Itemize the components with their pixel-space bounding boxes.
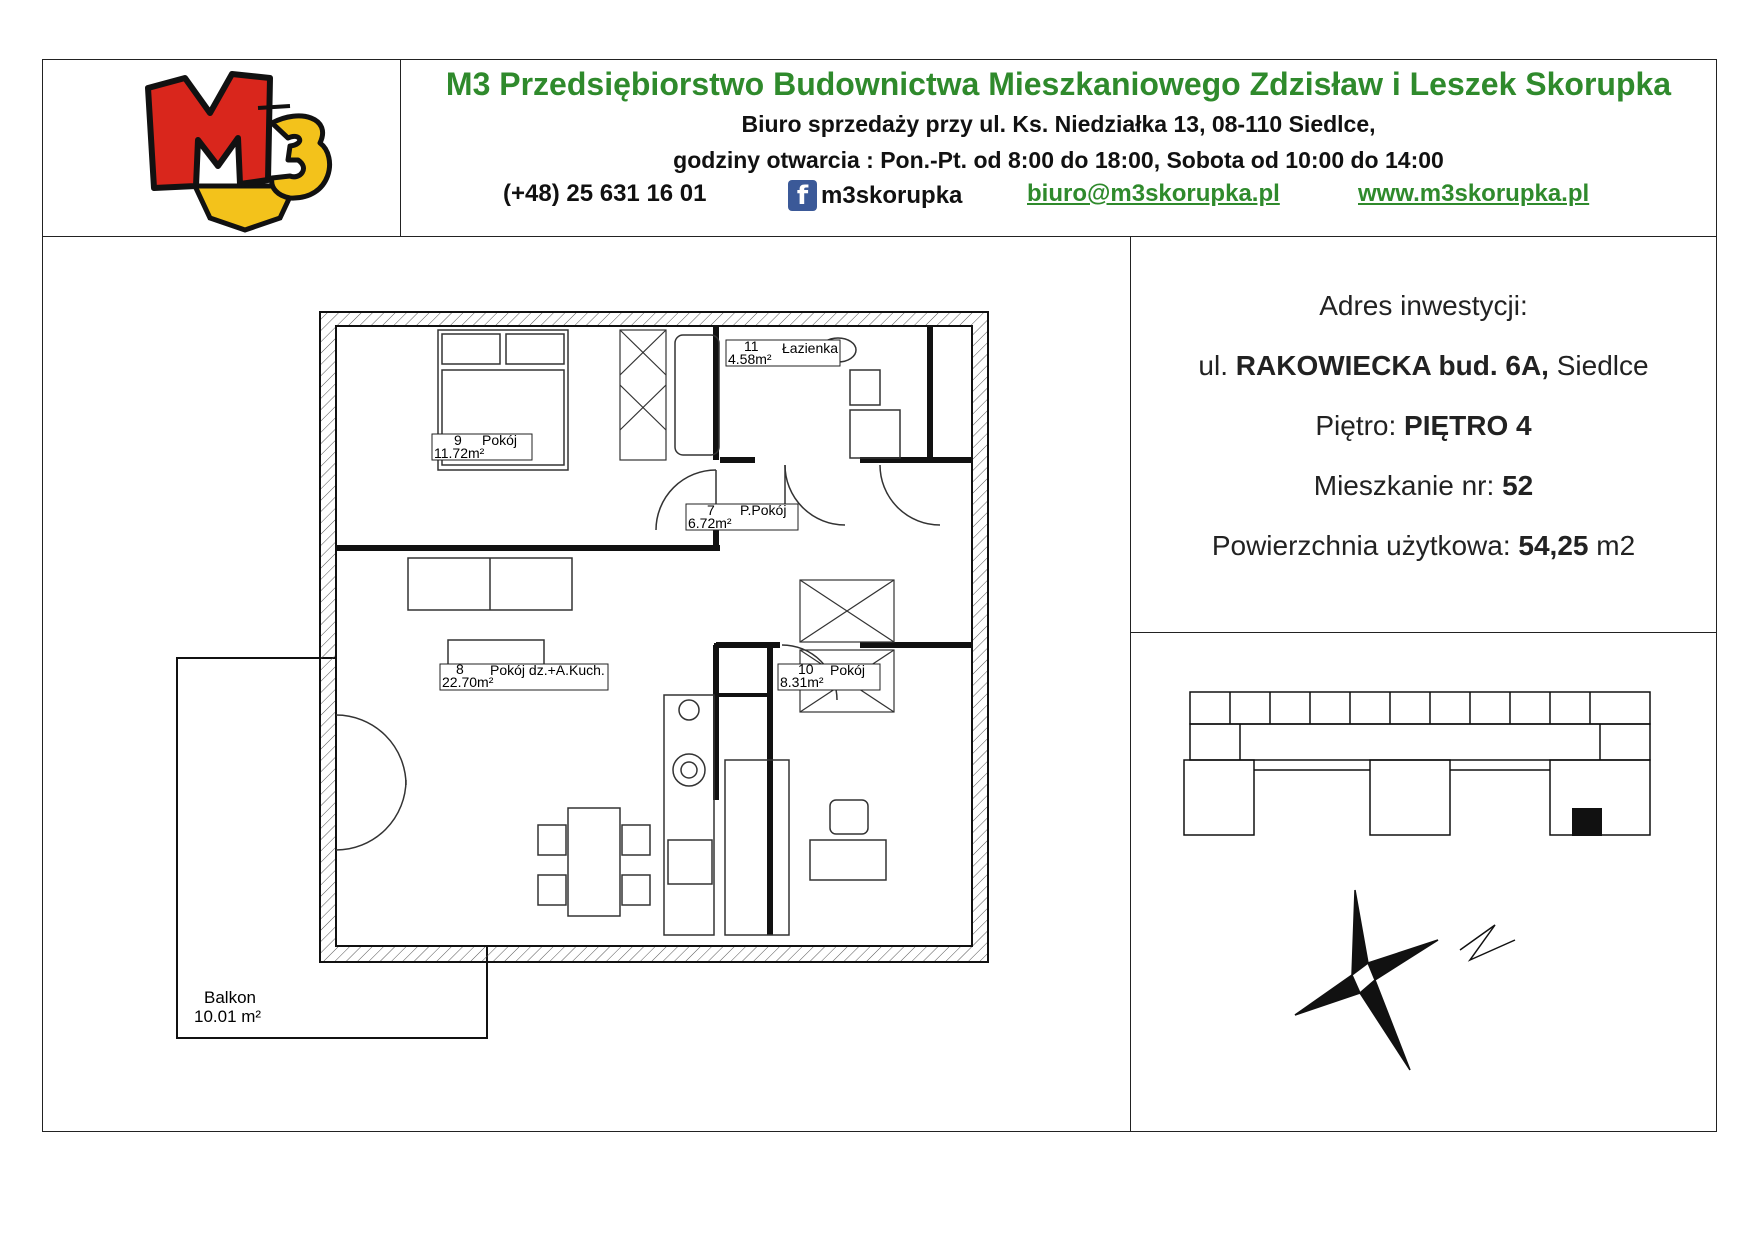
facebook-icon: f [788,180,817,211]
room-area-11: 4.58m² [728,351,772,367]
apartment-line [1130,470,1717,502]
room-num-7: 7 [707,502,715,518]
area-unit: m2 [1588,530,1636,561]
room-num-10: 10 [798,661,814,677]
floor-line [1130,410,1717,442]
room-area-8: 22.70m² [442,674,494,690]
balcony-name: Balkon [204,988,256,1007]
selected-apartment [1572,808,1602,836]
opening-hours: godziny otwarcia : Pon.-Pt. od 8:00 do 18:00, Sobota od 10:00 do 14:00 [673,147,1444,173]
room-name-8: Pokój dz.+A.Kuch. [490,662,605,678]
room-label-10 [778,661,880,690]
balcony-area: 10.01 m² [194,1007,262,1026]
room-area-7: 6.72m² [688,515,732,531]
facebook-link[interactable] [788,180,962,211]
m3-logo [140,68,350,233]
apartment-number: 52 [1502,470,1534,501]
contact-row [400,180,1717,212]
website-link[interactable]: www.m3skorupka.pl [1358,180,1590,207]
apartment-label: Mieszkanie nr: [1313,470,1503,501]
room-area-10: 8.31m² [780,674,824,690]
room-name-10: Pokój [830,662,866,678]
floor-label: Piętro: [1315,410,1405,441]
compass [1290,885,1530,1075]
room-label-7 [686,502,798,531]
floor-value: PIĘTRO 4 [1404,410,1532,441]
street-prefix: ul. [1198,350,1236,381]
street-value: RAKOWIECKA bud. 6A, [1235,350,1549,381]
area-value: 54,25 [1518,530,1589,561]
room-label-8 [440,661,608,690]
company-name: M3 Przedsiębiorstwo Budownictwa Mieszkaniowego Zdzisław i Leszek Skorupka [445,66,1672,102]
room-name-11: Łazienka [782,340,839,356]
room-label-11 [726,338,840,367]
area-line [1130,530,1717,562]
email-link[interactable]: biuro@m3skorupka.pl [1027,180,1280,207]
room-name-9: Pokój [482,432,518,448]
north-indicator [1460,925,1515,960]
balcony-label [194,988,261,1026]
street-line [1130,350,1717,382]
floor-plan [170,300,1010,1040]
phone-number: (+48) 25 631 16 01 [503,180,707,207]
office-address: Biuro sprzedaży przy ul. Ks. Niedziałka 13, 08-110 Siedlce, [741,111,1376,137]
room-label-9 [432,432,532,461]
building-key-plan [1180,690,1660,850]
address-label: Adres inwestycji: [1319,290,1528,321]
facebook-handle: m3skorupka [821,181,963,209]
header-divider [42,236,1717,237]
room-num-11: 11 [744,338,759,354]
room-num-9: 9 [454,432,462,448]
street-city: Siedlce [1548,350,1649,381]
area-label: Powierzchnia użytkowa: [1211,530,1519,561]
info-divider [1130,632,1717,633]
room-name-7: P.Pokój [740,502,787,518]
room-area-9: 11.72m² [434,445,485,461]
room-num-8: 8 [456,661,464,677]
